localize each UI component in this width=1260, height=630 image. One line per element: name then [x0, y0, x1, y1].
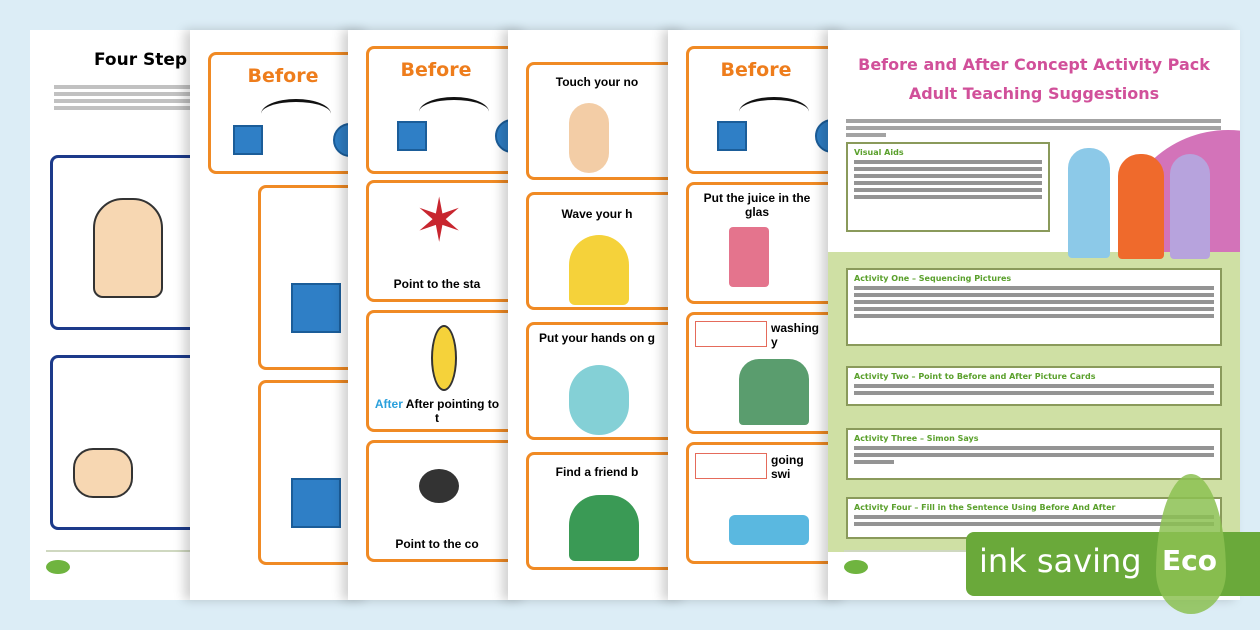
- section-heading: Visual Aids: [854, 148, 904, 157]
- worksheet-point-cards: [348, 30, 528, 600]
- children-illustration: [1068, 148, 1228, 263]
- title-line-1: Before and After Concept Activity Pack: [858, 55, 1210, 74]
- cube-icon: [291, 283, 341, 333]
- picture-card-banana: [366, 310, 528, 432]
- card-caption-text: After pointing to t: [405, 397, 500, 425]
- spider-icon: [419, 469, 459, 503]
- card-caption: going swi: [771, 453, 804, 481]
- logo-icon: [844, 560, 868, 574]
- badge-text: ink saving: [979, 542, 1142, 580]
- logo-icon: [46, 560, 70, 574]
- card-caption: Find a friend b: [555, 465, 639, 479]
- blank-field[interactable]: [695, 453, 767, 479]
- instruction-card: [526, 192, 688, 310]
- card-caption: Point to the co: [395, 537, 479, 551]
- curved-arrow-icon: [261, 99, 331, 129]
- section-heading: Activity Three – Simon Says: [854, 434, 979, 443]
- page-title: Four Step: [94, 50, 188, 70]
- instruction-card: [526, 452, 688, 570]
- worksheet-before-cubes: [190, 30, 370, 600]
- before-card: [366, 46, 528, 174]
- section-heading: Activity Four – Fill in the Sentence Using Before And After: [854, 503, 1116, 512]
- section-heading: Activity One – Sequencing Pictures: [854, 274, 1012, 283]
- cube-icon: [233, 125, 263, 155]
- after-word: After: [374, 397, 403, 411]
- cube-icon: [291, 478, 341, 528]
- worksheet-instruction-cards: [508, 30, 688, 600]
- page-title: [828, 50, 1240, 108]
- sentence-card: [686, 442, 848, 564]
- before-card: [208, 52, 370, 174]
- footer-line: [46, 550, 214, 552]
- card-caption: Put the juice in the glas: [703, 191, 811, 219]
- instruction-card: [526, 62, 688, 180]
- before-heading: Before: [400, 59, 472, 81]
- star-icon: ✶: [414, 186, 465, 256]
- curved-arrow-icon: [739, 97, 809, 127]
- intro-text: [846, 116, 1221, 140]
- girl-hands-head-image: [569, 365, 629, 435]
- card-caption: Touch your no: [555, 75, 639, 89]
- card-caption: Point to the sta: [393, 277, 481, 291]
- nose-image: [569, 103, 609, 173]
- ink-saving-eco-badge: [966, 532, 1260, 596]
- friends-image: [569, 495, 639, 561]
- child-hijab: [1068, 148, 1110, 258]
- card-caption: [373, 397, 501, 425]
- before-card: [686, 46, 848, 174]
- child-boy: [1118, 154, 1164, 259]
- picture-card-spider: [366, 440, 528, 562]
- card-caption: washing y: [771, 321, 820, 349]
- swimming-image: [729, 515, 809, 545]
- instruction-card: [526, 322, 688, 440]
- eco-label: Eco: [1162, 544, 1217, 577]
- visual-aids-box: [846, 142, 1050, 232]
- banana-icon: [431, 325, 457, 391]
- activity-three-box: [846, 428, 1222, 480]
- worksheet-fill-blanks: [668, 30, 848, 600]
- before-heading: Before: [720, 59, 792, 81]
- sentence-card: [686, 312, 848, 434]
- child-girl: [1170, 154, 1210, 259]
- cube-icon: [397, 121, 427, 151]
- juice-glass-image: [729, 227, 769, 287]
- boy-waving-image: [569, 235, 629, 305]
- instructions-text: [54, 82, 194, 113]
- children-washing-image: [739, 359, 809, 425]
- activity-two-box: [846, 366, 1222, 406]
- toothpaste-image: [73, 448, 133, 498]
- picture-card-star: [366, 180, 528, 302]
- card-caption: Wave your h: [561, 207, 633, 221]
- activity-one-box: [846, 268, 1222, 346]
- cube-icon: [717, 121, 747, 151]
- hand-toothbrush-image: [93, 198, 163, 298]
- card-caption: Put your hands on g: [539, 331, 655, 345]
- title-line-2: Adult Teaching Suggestions: [908, 84, 1160, 103]
- section-heading: Activity Two – Point to Before and After Picture Cards: [854, 372, 1096, 381]
- sentence-card: [686, 182, 848, 304]
- blank-field[interactable]: [695, 321, 767, 347]
- before-heading: Before: [247, 65, 319, 87]
- curved-arrow-icon: [419, 97, 489, 127]
